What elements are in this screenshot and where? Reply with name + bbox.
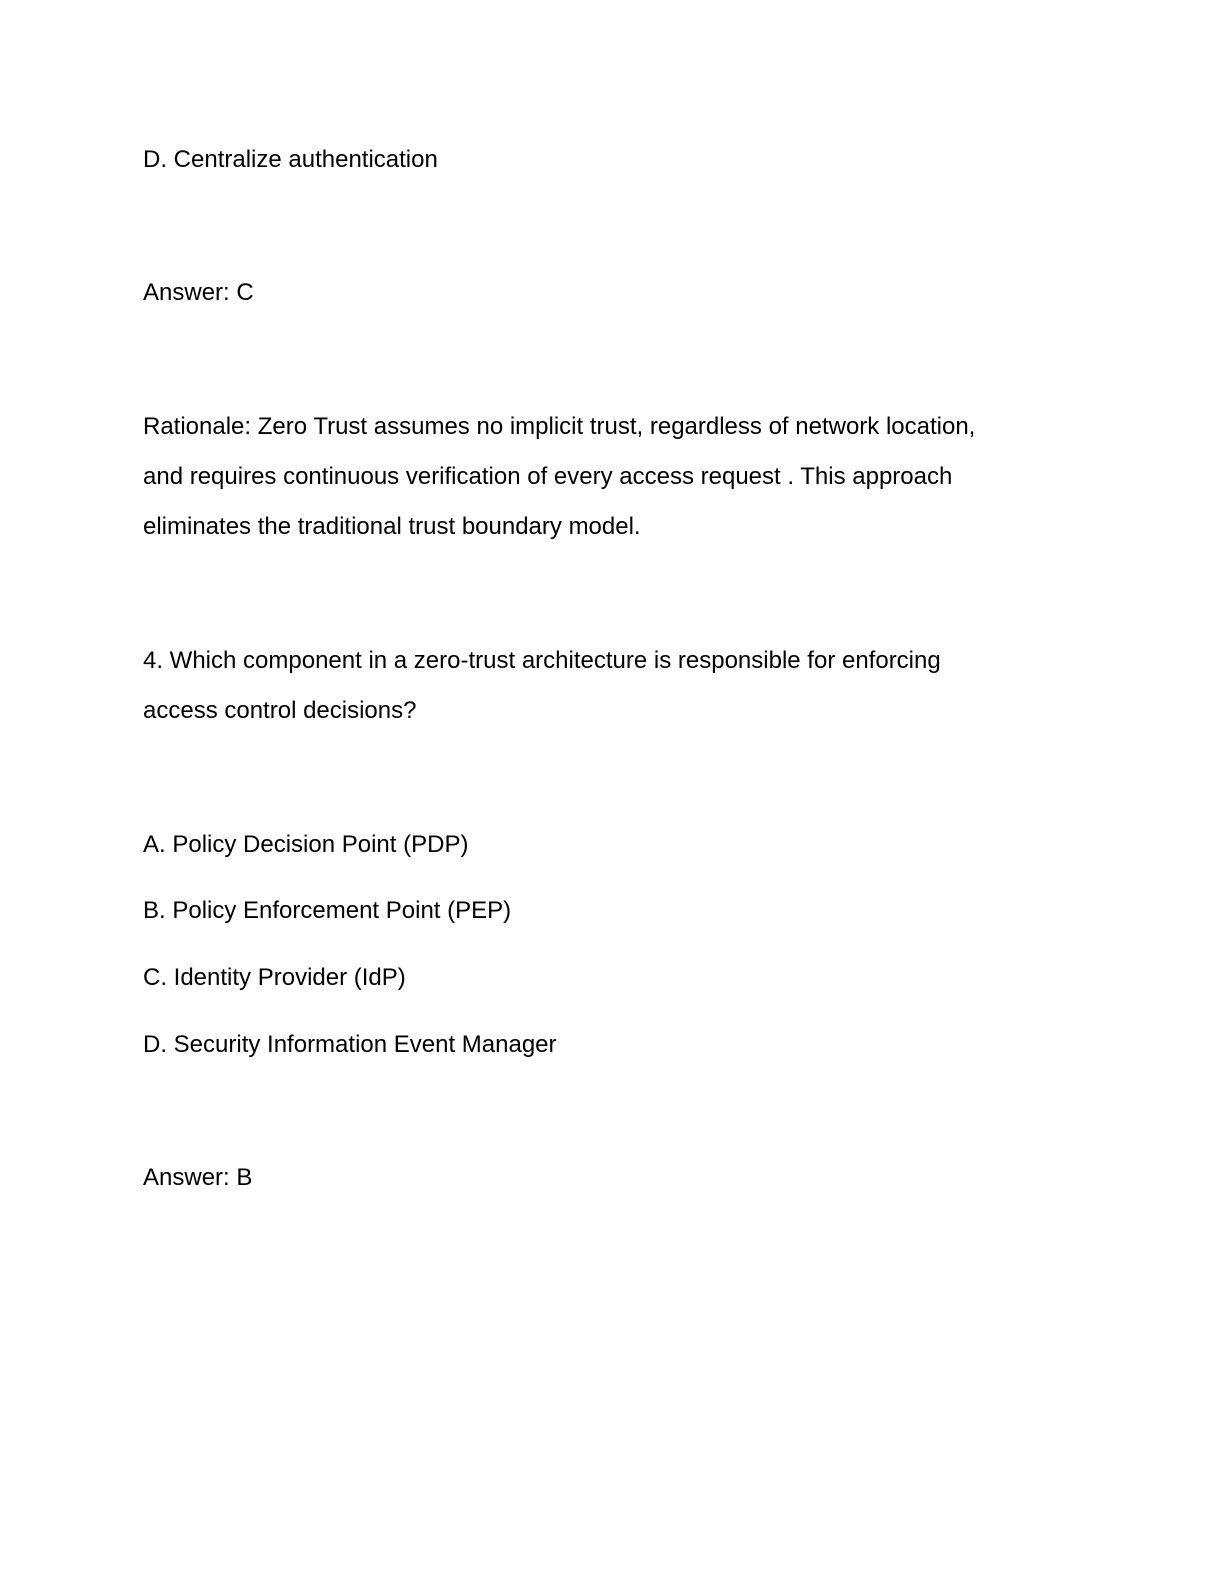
question-line: 4. Which component in a zero-trust architecture is responsible for enforcing <box>143 647 941 674</box>
rationale-line: and requires continuous verification of every access request . This approach <box>143 463 953 490</box>
question-line: access control decisions? <box>143 697 417 724</box>
option-d: D. Security Information Event Manager <box>143 1031 557 1058</box>
rationale <box>143 402 1043 552</box>
option-c: C. Identity Provider (IdP) <box>143 964 406 991</box>
option-b: B. Policy Enforcement Point (PEP) <box>143 897 512 924</box>
option-a: A. Policy Decision Point (PDP) <box>143 831 469 858</box>
rationale-line: Rationale: Zero Trust assumes no implicit trust, regardless of network location, <box>143 413 976 440</box>
option-d-prev: D. Centralize authentication <box>143 146 438 173</box>
question-4 <box>143 636 1043 736</box>
answer-prev: Answer: C <box>143 279 254 306</box>
answer-4: Answer: B <box>143 1164 253 1191</box>
rationale-line: eliminates the traditional trust boundary model. <box>143 513 641 540</box>
